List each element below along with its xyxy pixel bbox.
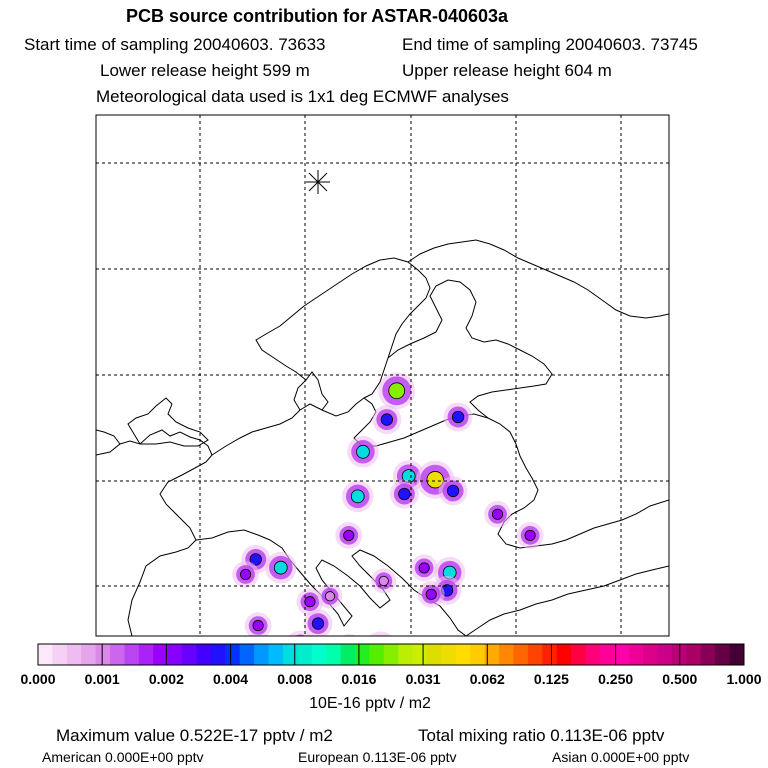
hotspot-core xyxy=(426,589,436,599)
hotspot-core xyxy=(525,530,535,540)
colorbar xyxy=(20,644,761,712)
colorbar-swatch xyxy=(139,644,154,665)
colorbar-swatch xyxy=(542,644,557,665)
map-area xyxy=(96,115,669,666)
hotspot-2 xyxy=(347,436,379,468)
lower-release-label: Lower release height 599 m xyxy=(100,61,310,80)
colorbar-swatch xyxy=(81,644,96,665)
colorbar-swatch xyxy=(269,644,284,665)
colorbar-tick-label: 0.008 xyxy=(277,671,313,687)
hotspot-1 xyxy=(372,405,401,434)
colorbar-swatch xyxy=(312,644,327,665)
colorbar-swatch xyxy=(470,644,485,665)
hotspot-core xyxy=(447,485,459,497)
colorbar-swatch xyxy=(658,644,673,665)
colorbar-swatch xyxy=(182,644,197,665)
met-data-label: Meteorological data used is 1x1 deg ECMWF analyses xyxy=(96,87,509,106)
hotspot-core xyxy=(305,597,315,607)
upper-release-label: Upper release height 604 m xyxy=(402,61,612,80)
hotspot-13 xyxy=(411,555,438,582)
colorbar-swatch xyxy=(398,644,413,665)
hotspot-core xyxy=(419,563,429,573)
colorbar-tick-label: 0.002 xyxy=(148,671,184,687)
colorbar-tick-label: 1.000 xyxy=(726,671,762,687)
colorbar-swatch xyxy=(67,644,82,665)
colorbar-swatch xyxy=(686,644,701,665)
hotspot-26 xyxy=(517,522,544,549)
american-contribution-label: American 0.000E+00 pptv xyxy=(42,749,204,765)
hotspot-core xyxy=(274,561,287,574)
hotspot-core xyxy=(312,618,324,630)
hotspot-27 xyxy=(371,568,396,593)
coastline-8 xyxy=(488,418,669,548)
sampling-site-marker xyxy=(306,170,330,194)
coastline-7 xyxy=(408,240,669,318)
hotspot-6 xyxy=(390,480,419,509)
colorbar-tick-label: 0.004 xyxy=(213,671,249,687)
colorbar-tick-label: 0.000 xyxy=(20,671,56,687)
hotspot-core xyxy=(325,592,334,601)
hotspot-core xyxy=(492,509,502,519)
colorbar-swatch xyxy=(614,644,629,665)
coastline-2 xyxy=(466,566,669,636)
hotspot-core xyxy=(452,411,464,423)
colorbar-swatch xyxy=(701,644,716,665)
colorbar-swatch xyxy=(456,644,471,665)
colorbar-swatch xyxy=(528,644,543,665)
plot-title: PCB source contribution for ASTAR-040603a xyxy=(125,6,509,26)
coastline-0 xyxy=(96,430,212,636)
european-contribution-label: European 0.113E-06 pptv xyxy=(298,749,457,765)
colorbar-unit-label: 10E-16 pptv / m2 xyxy=(309,695,431,712)
colorbar-swatch xyxy=(557,644,572,665)
end-time-label: End time of sampling 20040603. 73745 xyxy=(402,35,698,54)
hotspot-25 xyxy=(484,501,511,528)
maximum-value-label: Maximum value 0.522E-17 pptv / m2 xyxy=(56,726,333,745)
colorbar-tick-label: 0.016 xyxy=(341,671,377,687)
coastline-10 xyxy=(96,430,120,444)
colorbar-swatch xyxy=(38,644,53,665)
colorbar-tick-label: 0.125 xyxy=(533,671,569,687)
colorbar-swatch xyxy=(499,644,514,665)
colorbar-swatch xyxy=(441,644,456,665)
colorbar-swatch xyxy=(326,644,341,665)
colorbar-tick-label: 0.250 xyxy=(598,671,634,687)
colorbar-swatch xyxy=(384,644,399,665)
colorbar-swatch xyxy=(168,644,183,665)
colorbar-swatch xyxy=(600,644,615,665)
hotspot-core xyxy=(379,576,388,585)
colorbar-swatch xyxy=(196,644,211,665)
colorbar-swatch xyxy=(629,644,644,665)
colorbar-tick-label: 0.062 xyxy=(469,671,505,687)
hotspot-core xyxy=(351,490,364,503)
hotspot-19 xyxy=(317,584,342,609)
colorbar-swatch xyxy=(643,644,658,665)
colorbar-swatch xyxy=(355,644,370,665)
hotspot-0 xyxy=(378,372,415,409)
colorbar-swatch xyxy=(413,644,428,665)
hotspot-core xyxy=(381,414,393,426)
colorbar-swatch xyxy=(283,644,298,665)
colorbar-tick-label: 0.500 xyxy=(662,671,698,687)
hotspot-16 xyxy=(232,561,259,588)
colorbar-swatch xyxy=(730,644,745,665)
colorbar-swatch xyxy=(254,644,269,665)
hotspot-core xyxy=(253,620,263,630)
colorbar-swatch xyxy=(586,644,601,665)
colorbar-swatch xyxy=(211,644,226,665)
hotspot-5 xyxy=(342,481,374,513)
colorbar-swatch xyxy=(513,644,528,665)
colorbar-swatch xyxy=(715,644,730,665)
colorbar-swatch xyxy=(110,644,125,665)
colorbar-swatch xyxy=(369,644,384,665)
hotspot-12 xyxy=(418,581,445,608)
hotspot-core xyxy=(344,530,354,540)
colorbar-swatch xyxy=(96,644,111,665)
total-mixing-ratio-label: Total mixing ratio 0.113E-06 pptv xyxy=(418,726,665,745)
colorbar-swatch xyxy=(341,644,356,665)
start-time-label: Start time of sampling 20040603. 73633 xyxy=(24,35,326,54)
colorbar-swatch xyxy=(427,644,442,665)
hotspot-core xyxy=(356,445,369,458)
hotspot-8 xyxy=(444,403,473,432)
colorbar-tick-label: 0.001 xyxy=(84,671,120,687)
colorbar-tick-label: 0.031 xyxy=(405,671,441,687)
asian-contribution-label: Asian 0.000E+00 pptv xyxy=(552,749,690,765)
hotspot-core xyxy=(240,569,250,579)
hotspot-core xyxy=(399,488,411,500)
colorbar-swatch xyxy=(571,644,586,665)
colorbar-swatch xyxy=(297,644,312,665)
hotspot-core xyxy=(389,383,405,399)
colorbar-swatch xyxy=(225,644,240,665)
colorbar-swatch xyxy=(240,644,255,665)
hotspot-9 xyxy=(335,522,362,549)
colorbar-swatch xyxy=(124,644,139,665)
colorbar-swatch xyxy=(52,644,67,665)
